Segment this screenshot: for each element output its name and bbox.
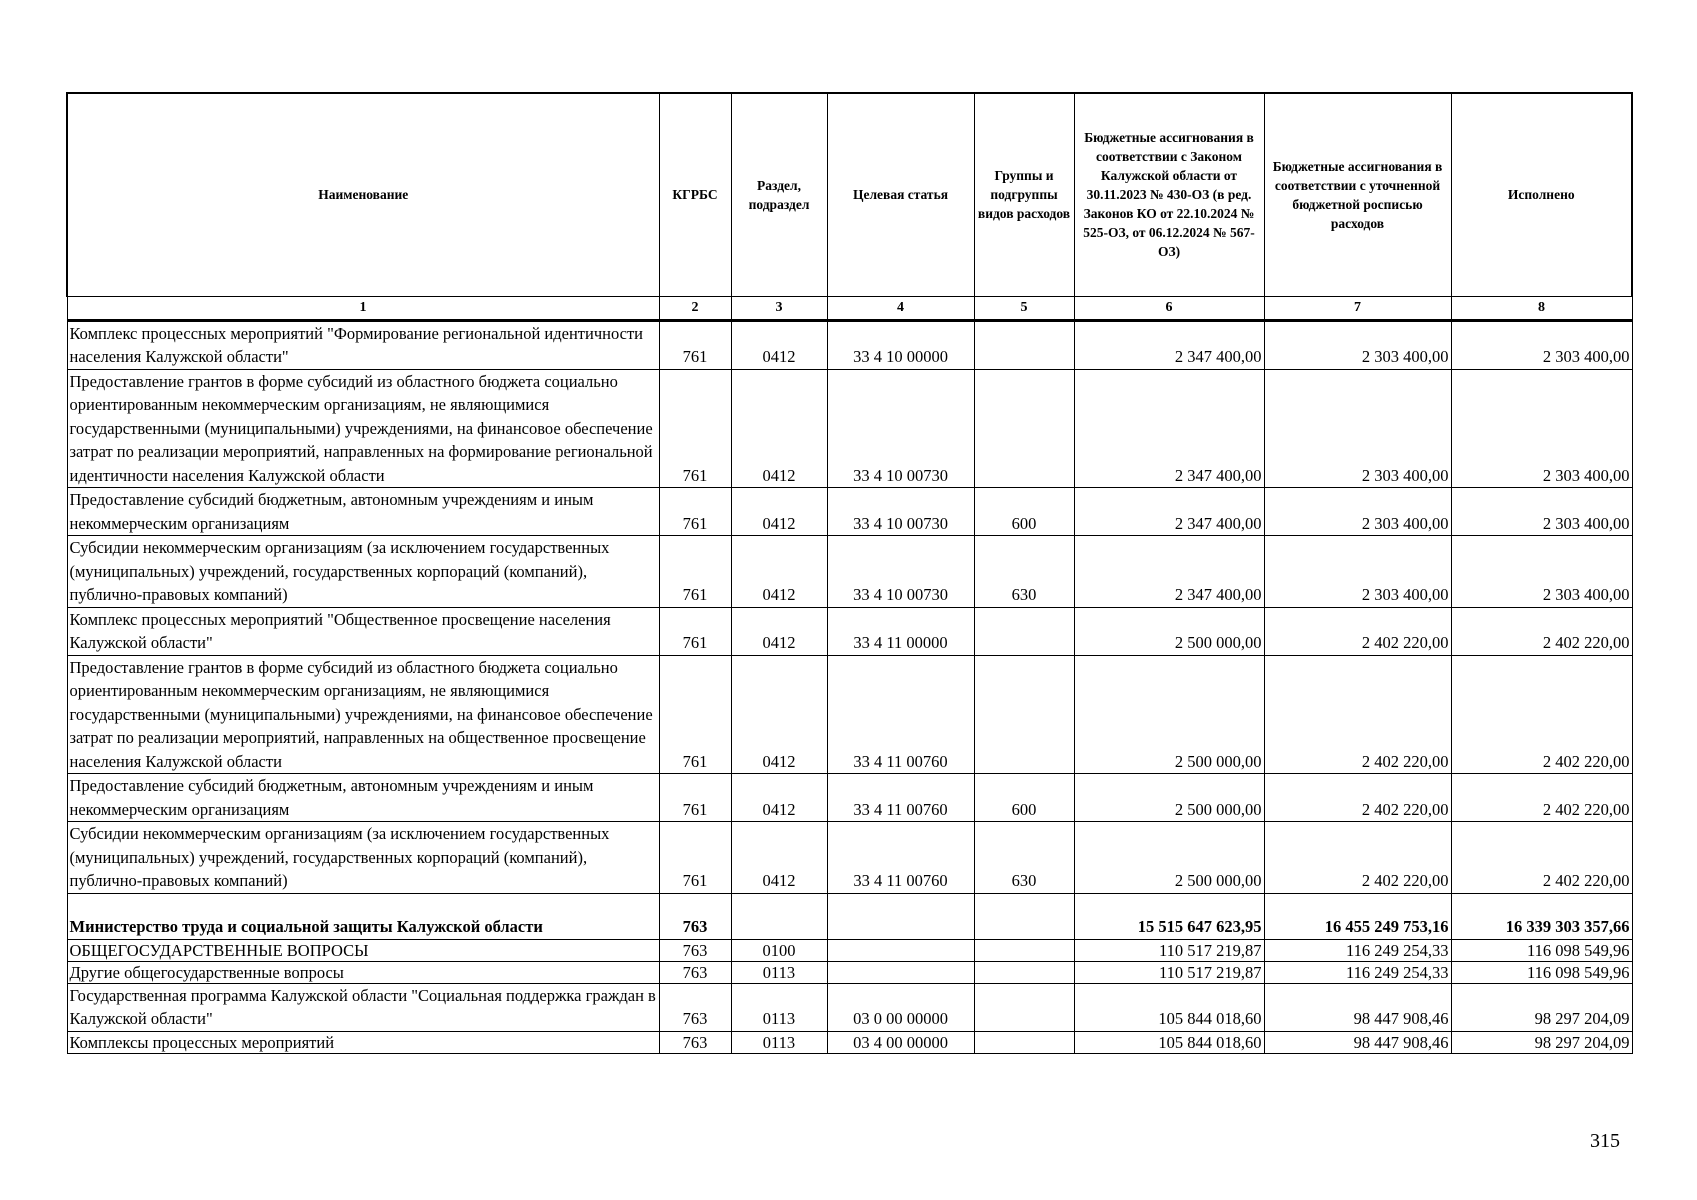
table-body <box>67 320 1632 1053</box>
cell-rospis: 2 303 400,00 <box>1264 369 1451 488</box>
table-row <box>67 983 1632 1031</box>
cell-razdel: 0412 <box>731 320 827 369</box>
cell-rospis: 2 303 400,00 <box>1264 536 1451 608</box>
table-row <box>67 774 1632 822</box>
column-number: 2 <box>659 296 731 320</box>
table-row <box>67 488 1632 536</box>
cell-celevaya: 33 4 10 00000 <box>827 320 974 369</box>
cell-vid <box>974 655 1074 774</box>
table-row <box>67 607 1632 655</box>
table-row <box>67 536 1632 608</box>
cell-razdel: 0100 <box>731 939 827 961</box>
cell-rospis: 116 249 254,33 <box>1264 961 1451 983</box>
cell-ispolneno: 2 402 220,00 <box>1451 655 1632 774</box>
cell-razdel: 0113 <box>731 1031 827 1053</box>
cell-vid: 600 <box>974 488 1074 536</box>
cell-ispolneno: 2 303 400,00 <box>1451 369 1632 488</box>
header-name: Наименование <box>67 93 659 296</box>
cell-rospis: 16 455 249 753,16 <box>1264 893 1451 939</box>
column-number: 7 <box>1264 296 1451 320</box>
cell-vid: 630 <box>974 822 1074 894</box>
cell-razdel: 0412 <box>731 822 827 894</box>
cell-razdel: 0412 <box>731 774 827 822</box>
table-row <box>67 822 1632 894</box>
cell-celevaya: 33 4 11 00760 <box>827 822 974 894</box>
cell-law: 2 347 400,00 <box>1074 536 1264 608</box>
cell-razdel: 0113 <box>731 983 827 1031</box>
table-row <box>67 939 1632 961</box>
cell-rospis: 98 447 908,46 <box>1264 1031 1451 1053</box>
table-header <box>67 93 1632 320</box>
cell-law: 2 500 000,00 <box>1074 607 1264 655</box>
cell-law: 2 500 000,00 <box>1074 655 1264 774</box>
cell-name: Предоставление грантов в форме субсидий из областного бюджета социально ориентированным некоммерческим организациям, не являющимися государственными (муниципальными) учреждениями, на финансовое обеспечение затрат по реализации мероприятий, направленных на общественное просвещение населения Калужской области <box>67 655 659 774</box>
table-row <box>67 893 1632 939</box>
cell-ispolneno: 2 303 400,00 <box>1451 488 1632 536</box>
column-number: 8 <box>1451 296 1632 320</box>
cell-celevaya: 33 4 11 00760 <box>827 774 974 822</box>
column-number: 1 <box>67 296 659 320</box>
cell-vid: 600 <box>974 774 1074 822</box>
cell-ispolneno: 116 098 549,96 <box>1451 961 1632 983</box>
cell-name: Субсидии некоммерческим организациям (за исключением государственных (муниципальных) учреждений, государственных корпораций (компаний), публично-правовых компаний) <box>67 822 659 894</box>
cell-rospis: 2 402 220,00 <box>1264 822 1451 894</box>
cell-kgrbs: 761 <box>659 655 731 774</box>
cell-name: Предоставление субсидий бюджетным, автономным учреждениям и иным некоммерческим организациям <box>67 774 659 822</box>
cell-celevaya <box>827 893 974 939</box>
cell-name: Предоставление грантов в форме субсидий из областного бюджета социально ориентированным некоммерческим организациям, не являющимися государственными (муниципальными) учреждениями, на финансовое обеспечение затрат по реализации мероприятий, направленных на формирование региональной идентичности населения Калужской области <box>67 369 659 488</box>
cell-vid <box>974 983 1074 1031</box>
header-rospis: Бюджетные ассигнования в соответствии с уточненной бюджетной росписью расходов <box>1264 93 1451 296</box>
cell-celevaya: 33 4 10 00730 <box>827 369 974 488</box>
cell-ispolneno: 116 098 549,96 <box>1451 939 1632 961</box>
cell-name: Комплексы процессных мероприятий <box>67 1031 659 1053</box>
cell-rospis: 2 303 400,00 <box>1264 488 1451 536</box>
cell-ispolneno: 98 297 204,09 <box>1451 1031 1632 1053</box>
header-law: Бюджетные ассигнования в соответствии с Законом Калужской области от 30.11.2023 № 430-ОЗ (в ред. Законов КО от 22.10.2024 № 525-ОЗ, от 06.12.2024 № 567-ОЗ) <box>1074 93 1264 296</box>
cell-rospis: 2 402 220,00 <box>1264 607 1451 655</box>
cell-kgrbs: 761 <box>659 369 731 488</box>
column-number-row <box>67 296 1632 320</box>
cell-law: 110 517 219,87 <box>1074 939 1264 961</box>
cell-vid <box>974 939 1074 961</box>
cell-name: Государственная программа Калужской области "Социальная поддержка граждан в Калужской области" <box>67 983 659 1031</box>
cell-law: 15 515 647 623,95 <box>1074 893 1264 939</box>
cell-ispolneno: 2 303 400,00 <box>1451 536 1632 608</box>
cell-kgrbs: 761 <box>659 536 731 608</box>
cell-law: 2 500 000,00 <box>1074 822 1264 894</box>
header-razdel: Раздел, подраздел <box>731 93 827 296</box>
column-number: 6 <box>1074 296 1264 320</box>
cell-celevaya: 03 4 00 00000 <box>827 1031 974 1053</box>
cell-celevaya: 33 4 11 00760 <box>827 655 974 774</box>
cell-rospis: 2 402 220,00 <box>1264 655 1451 774</box>
cell-kgrbs: 761 <box>659 488 731 536</box>
cell-law: 105 844 018,60 <box>1074 983 1264 1031</box>
cell-ispolneno: 2 303 400,00 <box>1451 320 1632 369</box>
cell-razdel: 0113 <box>731 961 827 983</box>
cell-kgrbs: 763 <box>659 1031 731 1053</box>
cell-razdel: 0412 <box>731 369 827 488</box>
table-row <box>67 655 1632 774</box>
header-ispolneno: Исполнено <box>1451 93 1632 296</box>
cell-rospis: 98 447 908,46 <box>1264 983 1451 1031</box>
table-row <box>67 369 1632 488</box>
cell-vid <box>974 369 1074 488</box>
header-celevaya: Целевая статья <box>827 93 974 296</box>
table-row <box>67 1031 1632 1053</box>
cell-vid <box>974 1031 1074 1053</box>
table-row <box>67 961 1632 983</box>
cell-kgrbs: 761 <box>659 822 731 894</box>
table-row <box>67 320 1632 369</box>
cell-celevaya: 33 4 11 00000 <box>827 607 974 655</box>
cell-kgrbs: 763 <box>659 893 731 939</box>
cell-kgrbs: 763 <box>659 983 731 1031</box>
cell-vid <box>974 320 1074 369</box>
cell-celevaya <box>827 961 974 983</box>
cell-kgrbs: 761 <box>659 320 731 369</box>
header-kgrbs: КГРБС <box>659 93 731 296</box>
cell-law: 105 844 018,60 <box>1074 1031 1264 1053</box>
cell-vid <box>974 607 1074 655</box>
cell-razdel: 0412 <box>731 607 827 655</box>
budget-table <box>66 92 1633 1054</box>
cell-razdel: 0412 <box>731 536 827 608</box>
cell-law: 2 347 400,00 <box>1074 488 1264 536</box>
cell-ispolneno: 2 402 220,00 <box>1451 607 1632 655</box>
cell-kgrbs: 761 <box>659 774 731 822</box>
cell-ispolneno: 2 402 220,00 <box>1451 774 1632 822</box>
cell-vid <box>974 893 1074 939</box>
column-number: 3 <box>731 296 827 320</box>
cell-name: Другие общегосударственные вопросы <box>67 961 659 983</box>
cell-kgrbs: 763 <box>659 939 731 961</box>
cell-law: 2 347 400,00 <box>1074 320 1264 369</box>
column-number: 5 <box>974 296 1074 320</box>
page-number: 315 <box>1590 1130 1620 1152</box>
cell-celevaya: 03 0 00 00000 <box>827 983 974 1031</box>
cell-celevaya: 33 4 10 00730 <box>827 488 974 536</box>
cell-law: 2 500 000,00 <box>1074 774 1264 822</box>
cell-celevaya: 33 4 10 00730 <box>827 536 974 608</box>
header-row <box>67 93 1632 296</box>
cell-ispolneno: 16 339 303 357,66 <box>1451 893 1632 939</box>
cell-name: Комплекс процессных мероприятий "Формирование региональной идентичности населения Калужской области" <box>67 320 659 369</box>
cell-law: 2 347 400,00 <box>1074 369 1264 488</box>
header-vid: Группы и подгруппы видов расходов <box>974 93 1074 296</box>
cell-razdel <box>731 893 827 939</box>
cell-rospis: 116 249 254,33 <box>1264 939 1451 961</box>
cell-name: Субсидии некоммерческим организациям (за исключением государственных (муниципальных) учреждений, государственных корпораций (компаний), публично-правовых компаний) <box>67 536 659 608</box>
cell-razdel: 0412 <box>731 655 827 774</box>
cell-celevaya <box>827 939 974 961</box>
cell-law: 110 517 219,87 <box>1074 961 1264 983</box>
cell-name: ОБЩЕГОСУДАРСТВЕННЫЕ ВОПРОСЫ <box>67 939 659 961</box>
cell-ispolneno: 2 402 220,00 <box>1451 822 1632 894</box>
cell-ispolneno: 98 297 204,09 <box>1451 983 1632 1031</box>
cell-vid: 630 <box>974 536 1074 608</box>
cell-rospis: 2 303 400,00 <box>1264 320 1451 369</box>
cell-name: Комплекс процессных мероприятий "Общественное просвещение населения Калужской области" <box>67 607 659 655</box>
cell-name: Предоставление субсидий бюджетным, автономным учреждениям и иным некоммерческим организациям <box>67 488 659 536</box>
column-number: 4 <box>827 296 974 320</box>
cell-name: Министерство труда и социальной защиты Калужской области <box>67 893 659 939</box>
cell-kgrbs: 763 <box>659 961 731 983</box>
cell-rospis: 2 402 220,00 <box>1264 774 1451 822</box>
cell-vid <box>974 961 1074 983</box>
cell-razdel: 0412 <box>731 488 827 536</box>
cell-kgrbs: 761 <box>659 607 731 655</box>
